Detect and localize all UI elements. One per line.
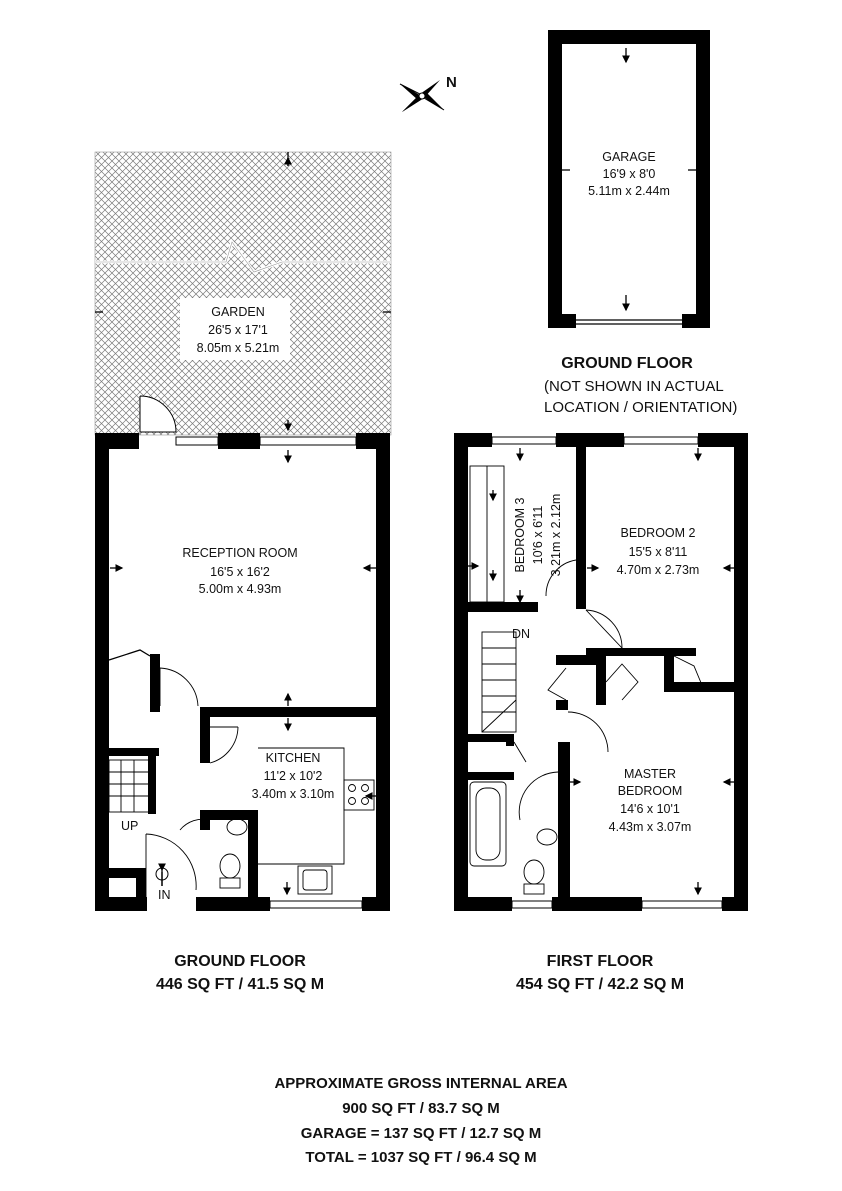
bedroom3-label-group [513, 494, 563, 577]
garden-metric: 8.05m x 5.21m [196, 341, 280, 355]
kitchen-name: KITCHEN [265, 751, 321, 765]
ground-floor-plan [95, 433, 390, 911]
master-imperial: 14'6 x 10'1 [620, 802, 680, 816]
ground-floor-area: 446 SQ FT / 41.5 SQ M [155, 976, 325, 993]
entrance-in-label: IN [158, 888, 171, 902]
summary-total-internal: 900 SQ FT / 83.7 SQ M [342, 1100, 500, 1117]
stairs-down-label: DN [512, 627, 531, 641]
summary-title: APPROXIMATE GROSS INTERNAL AREA [274, 1075, 568, 1092]
garage-metric: 5.11m x 2.44m [588, 184, 670, 198]
first-floor-area: 454 SQ FT / 42.2 SQ M [515, 976, 685, 993]
kitchen-metric: 3.40m x 3.10m [251, 787, 335, 801]
garage-name: GARAGE [602, 150, 656, 164]
garden-imperial: 26'5 x 17'1 [208, 323, 268, 337]
ground-floor-title: GROUND FLOOR [174, 953, 306, 970]
garage-floor-title: GROUND FLOOR [561, 355, 693, 372]
garden-area [95, 152, 391, 435]
first-floor-plan [454, 433, 748, 911]
master-name-line1: MASTER [623, 767, 677, 781]
garage-note-line1: (NOT SHOWN IN ACTUAL [544, 378, 724, 395]
first-floor-title: FIRST FLOOR [546, 953, 654, 970]
north-label: N [446, 74, 457, 91]
summary-garage: GARAGE = 137 SQ FT / 12.7 SQ M [300, 1125, 542, 1142]
reception-imperial: 16'5 x 16'2 [210, 565, 270, 579]
kitchen-imperial: 11'2 x 10'2 [263, 769, 323, 783]
compass-icon [400, 80, 444, 112]
bedroom2-metric: 4.70m x 2.73m [616, 563, 700, 577]
master-metric: 4.43m x 3.07m [608, 820, 692, 834]
summary-total: TOTAL = 1037 SQ FT / 96.4 SQ M [305, 1149, 537, 1166]
bedroom2-name: BEDROOM 2 [620, 526, 696, 540]
bedroom3-name: BEDROOM 3 [513, 497, 527, 573]
reception-metric: 5.00m x 4.93m [198, 582, 282, 596]
bedroom2-imperial: 15'5 x 8'11 [628, 545, 688, 559]
reception-name: RECEPTION ROOM [182, 546, 298, 560]
garden-name: GARDEN [211, 305, 265, 319]
master-name-line2: BEDROOM [617, 784, 683, 798]
bedroom3-imperial: 10'6 x 6'11 [531, 505, 545, 565]
stairs-up-label: UP [121, 819, 139, 833]
garage-note-line2: LOCATION / ORIENTATION) [544, 399, 738, 416]
bedroom3-metric: 3.21m x 2.12m [549, 493, 563, 577]
garage-imperial: 16'9 x 8'0 [602, 167, 656, 181]
